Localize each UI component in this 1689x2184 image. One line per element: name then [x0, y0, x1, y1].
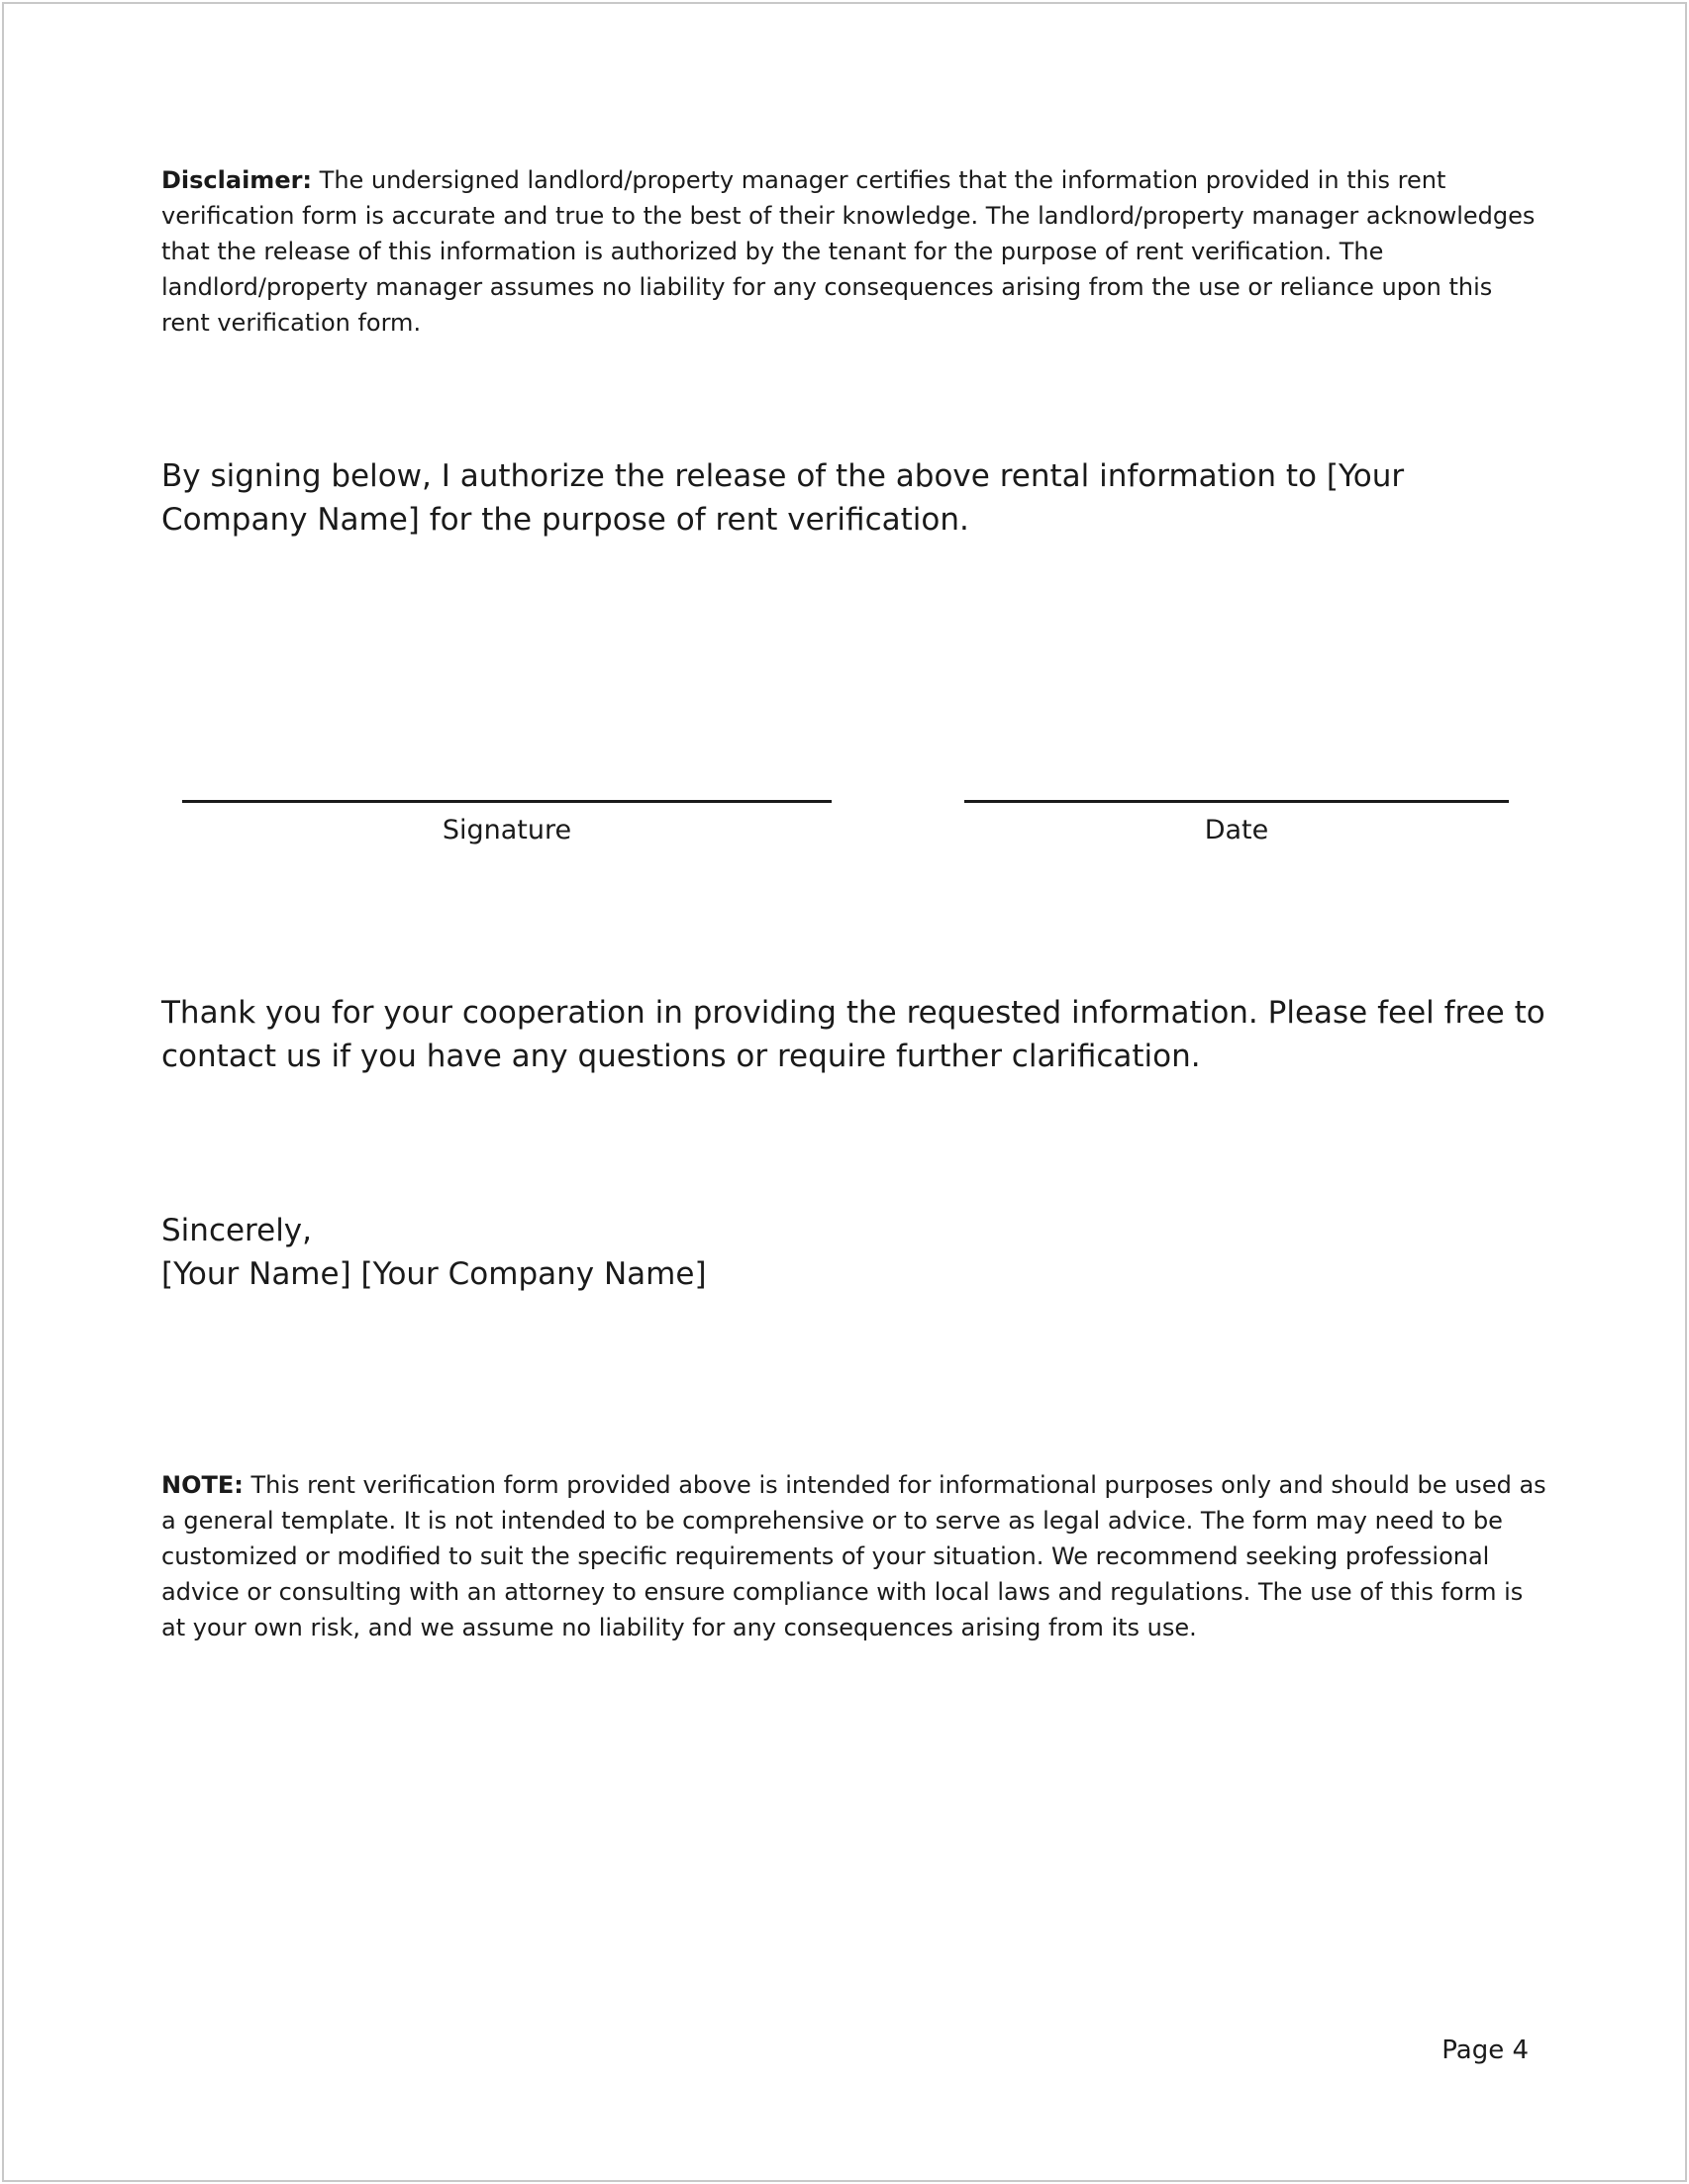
disclaimer-paragraph — [161, 162, 1547, 341]
date-line[interactable] — [964, 800, 1509, 803]
closing-salutation: Sincerely, — [161, 1213, 313, 1248]
document-page — [2, 2, 1687, 2182]
disclaimer-text: The undersigned landlord/property manager certifies that the information provided in this rent verification form is accurate and true to the best of their knowledge. The landlord/property manager acknowledges that the release of this information is authorized by the tenant for the purpose of rent verification. The landlord/property manager assumes no liability for any consequences arising from the use or reliance upon this rent verification form. — [161, 166, 1536, 337]
date-label: Date — [1204, 815, 1269, 845]
signature-line[interactable] — [182, 800, 832, 803]
page-number: Page 4 — [1441, 2035, 1529, 2065]
note-heading: NOTE: — [161, 1471, 244, 1499]
signature-field[interactable] — [182, 800, 832, 845]
signature-label: Signature — [442, 815, 572, 845]
closing-name: [Your Name] [Your Company Name] — [161, 1256, 707, 1292]
disclaimer-heading: Disclaimer: — [161, 166, 313, 194]
date-field[interactable] — [964, 800, 1509, 845]
note-paragraph — [161, 1467, 1547, 1645]
note-text: This rent verification form provided above is intended for informational purposes only and should be used as a general template. It is not intended to be comprehensive or to serve as legal advice. The form may need to be customized or modified to suit the specific requirements of your situation. We recommend seeking professional advice or consulting with an attorney to ensure compliance with local laws and regulations. The use of this form is at your own risk, and we assume no liability for any consequences arising from its use. — [161, 1471, 1546, 1641]
authorization-statement: By signing below, I authorize the release of the above rental information to [Your Company Name] for the purpose of rent verification. — [161, 458, 1405, 538]
closing-block — [161, 1209, 1349, 1296]
thank-you-paragraph: Thank you for your cooperation in providing the requested information. Please feel free to contact us if you have any questions or require further clarification. — [161, 995, 1545, 1074]
